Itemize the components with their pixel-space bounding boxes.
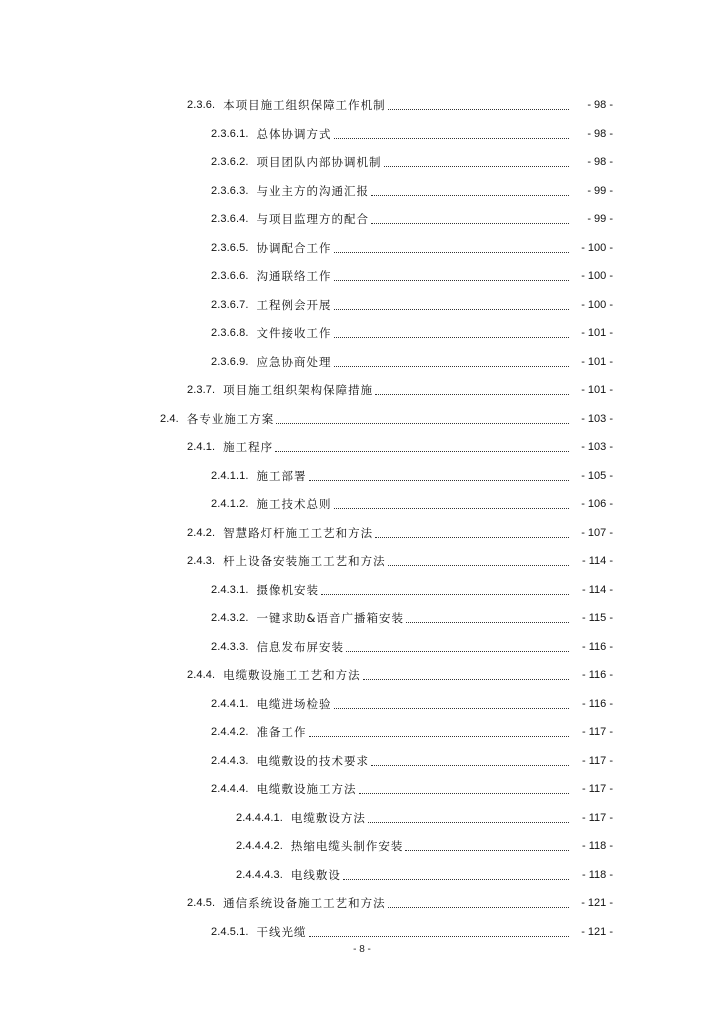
toc-entry-page: - 115 - xyxy=(582,612,613,625)
toc-entry-number: 2.4.4.4. xyxy=(211,783,249,796)
toc-entry[interactable] xyxy=(0,690,724,719)
toc-dot-leader xyxy=(309,935,570,937)
toc-dot-leader xyxy=(321,593,569,595)
toc-entry-page: - 117 - xyxy=(582,726,613,739)
toc-entry-page: - 118 - xyxy=(582,868,613,881)
toc-entry[interactable] xyxy=(0,262,724,291)
toc-entry-page: - 118 - xyxy=(582,840,613,853)
toc-entry-number: 2.4.4.4.1. xyxy=(236,811,283,824)
toc-entry-title: 电缆敷设的技术要求 xyxy=(256,753,369,768)
toc-entry-title: 与项目监理方的配合 xyxy=(256,212,369,227)
toc-entry-number: 2.4.1. xyxy=(187,441,216,454)
toc-entry[interactable] xyxy=(0,718,724,747)
toc-dot-leader xyxy=(388,906,569,908)
toc-entry-number: 2.4.3. xyxy=(187,555,216,568)
toc-entry-page: - 114 - xyxy=(582,583,613,596)
toc-entry-title: 总体协调方式 xyxy=(256,126,332,141)
toc-dot-leader xyxy=(276,422,569,424)
toc-entry[interactable] xyxy=(0,661,724,690)
toc-entry-page: - 117 - xyxy=(582,811,613,824)
toc-entry[interactable] xyxy=(0,348,724,377)
toc-entry-number: 2.4.5.1. xyxy=(211,925,249,938)
toc-entry[interactable] xyxy=(0,120,724,149)
toc-entry[interactable] xyxy=(0,832,724,861)
toc-entry[interactable] xyxy=(0,319,724,348)
toc-dot-leader xyxy=(363,678,569,680)
toc-entry-number: 2.4.5. xyxy=(187,897,216,910)
toc-entry[interactable] xyxy=(0,177,724,206)
toc-entry-number: 2.4.4. xyxy=(187,669,216,682)
toc-entry-number: 2.3.7. xyxy=(187,384,216,397)
toc-dot-leader xyxy=(388,108,569,110)
toc-entry-number: 2.3.6. xyxy=(187,99,216,112)
toc-entry-number: 2.4.3.2. xyxy=(211,612,249,625)
toc-dot-leader xyxy=(346,650,569,652)
toc-entry-title: 电缆敷设施工方法 xyxy=(256,782,357,797)
toc-entry-page: - 116 - xyxy=(582,640,613,653)
toc-entry-title: 项目团队内部协调机制 xyxy=(256,155,382,170)
toc-entry-title: 通信系统设备施工工艺和方法 xyxy=(223,896,386,911)
toc-entry-title: 应急协商处理 xyxy=(256,354,332,369)
toc-entry-number: 2.4.1.1. xyxy=(211,469,249,482)
toc-entry-page: - 103 - xyxy=(581,441,613,454)
toc-entry[interactable] xyxy=(0,433,724,462)
toc-entry-number: 2.3.6.7. xyxy=(211,298,249,311)
toc-dot-leader xyxy=(334,365,570,367)
toc-entry-title: 电缆敷设方法 xyxy=(290,810,366,825)
toc-entry[interactable] xyxy=(0,462,724,491)
toc-entry[interactable] xyxy=(0,576,724,605)
toc-entry-page: - 114 - xyxy=(582,555,613,568)
toc-entry-title: 信息发布屏安装 xyxy=(256,639,344,654)
toc-entry-number: 2.3.6.4. xyxy=(211,213,249,226)
toc-dot-leader xyxy=(405,849,569,851)
toc-entry-number: 2.4.4.4.3. xyxy=(236,868,283,881)
toc-entry-page: - 98 - xyxy=(587,127,613,140)
toc-entry-number: 2.3.6.2. xyxy=(211,156,249,169)
toc-dot-leader xyxy=(406,621,569,623)
toc-entry[interactable] xyxy=(0,519,724,548)
toc-entry-title: 一键求助&语音广播箱安装 xyxy=(256,611,404,626)
toc-entry-number: 2.4.4.2. xyxy=(211,726,249,739)
toc-entry-page: - 100 - xyxy=(581,270,613,283)
toc-entry-number: 2.3.6.1. xyxy=(211,127,249,140)
toc-entry-title: 摄像机安装 xyxy=(256,582,319,597)
toc-entry[interactable] xyxy=(0,490,724,519)
toc-entry-title: 施工技术总则 xyxy=(256,497,332,512)
toc-entry-page: - 117 - xyxy=(582,783,613,796)
toc-entry-title: 与业主方的沟通汇报 xyxy=(256,183,369,198)
toc-entry-title: 电线敷设 xyxy=(290,867,341,882)
toc-entry[interactable] xyxy=(0,633,724,662)
toc-dot-leader xyxy=(371,764,569,766)
toc-entry[interactable] xyxy=(0,889,724,918)
toc-dot-leader xyxy=(334,308,570,310)
toc-entry[interactable] xyxy=(0,775,724,804)
toc-entry-page: - 103 - xyxy=(581,412,613,425)
toc-entry-number: 2.3.6.5. xyxy=(211,241,249,254)
toc-entry-page: - 105 - xyxy=(581,469,613,482)
toc-dot-leader xyxy=(334,137,570,139)
toc-entry-number: 2.4. xyxy=(160,412,179,425)
page-number: - 8 - xyxy=(353,944,371,955)
toc-entry[interactable] xyxy=(0,91,724,120)
toc-entry-page: - 101 - xyxy=(581,327,613,340)
toc-entry-title: 文件接收工作 xyxy=(256,326,332,341)
toc-entry[interactable] xyxy=(0,291,724,320)
toc-entry-title: 施工部署 xyxy=(256,468,307,483)
toc-entry[interactable] xyxy=(0,804,724,833)
toc-entry-page: - 100 - xyxy=(581,241,613,254)
toc-dot-leader xyxy=(334,336,570,338)
toc-entry[interactable] xyxy=(0,861,724,890)
toc-dot-leader xyxy=(309,479,570,481)
toc-dot-leader xyxy=(375,393,569,395)
toc-entry[interactable] xyxy=(0,376,724,405)
toc-entry-number: 2.4.4.4.2. xyxy=(236,840,283,853)
toc-entry-number: 2.3.6.9. xyxy=(211,355,249,368)
toc-dot-leader xyxy=(334,507,570,509)
toc-entry-title: 各专业施工方案 xyxy=(186,411,275,426)
toc-entry[interactable] xyxy=(0,747,724,776)
toc-entry-page: - 99 - xyxy=(587,184,613,197)
toc-dot-leader xyxy=(375,536,569,538)
toc-entry-title: 干线光缆 xyxy=(256,924,307,939)
toc-dot-leader xyxy=(368,821,569,823)
toc-entry-title: 电缆敷设施工工艺和方法 xyxy=(223,668,361,683)
toc-entry-title: 热缩电缆头制作安装 xyxy=(290,839,404,854)
toc-entry[interactable] xyxy=(0,918,724,947)
toc-entry[interactable] xyxy=(0,148,724,177)
toc-dot-leader xyxy=(334,707,570,709)
toc-entry-number: 2.3.6.8. xyxy=(211,327,249,340)
toc-entry-number: 2.4.1.2. xyxy=(211,498,249,511)
toc-dot-leader xyxy=(359,792,570,794)
toc-entry-page: - 98 - xyxy=(587,156,613,169)
toc-entry-title: 工程例会开展 xyxy=(256,297,332,312)
toc-entry-number: 2.3.6.6. xyxy=(211,270,249,283)
toc-entry-page: - 101 - xyxy=(581,355,613,368)
toc-entry-page: - 121 - xyxy=(581,925,613,938)
toc-entry[interactable] xyxy=(0,234,724,263)
toc-entry-title: 准备工作 xyxy=(256,725,307,740)
toc-entry-page: - 106 - xyxy=(581,498,613,511)
toc-entry-page: - 99 - xyxy=(587,213,613,226)
toc-entry[interactable] xyxy=(0,405,724,434)
toc-entry-page: - 121 - xyxy=(581,897,613,910)
toc-entry-title: 施工程序 xyxy=(223,440,274,455)
toc-entry-number: 2.4.2. xyxy=(187,526,216,539)
toc-dot-leader xyxy=(371,222,569,224)
toc-dot-leader xyxy=(275,450,569,452)
toc-entry-number: 2.4.3.1. xyxy=(211,583,249,596)
toc-entry-page: - 101 - xyxy=(581,384,613,397)
toc-entry[interactable] xyxy=(0,604,724,633)
toc-entry-number: 2.3.6.3. xyxy=(211,184,249,197)
toc-dot-leader xyxy=(388,564,569,566)
toc-entry-number: 2.4.4.3. xyxy=(211,754,249,767)
toc-entry[interactable] xyxy=(0,547,724,576)
toc-entry-title: 项目施工组织架构保障措施 xyxy=(223,383,374,398)
toc-entry-title: 沟通联络工作 xyxy=(256,269,332,284)
toc-entry-number: 2.4.3.3. xyxy=(211,640,249,653)
toc-entry-title: 本项目施工组织保障工作机制 xyxy=(223,98,386,113)
toc-dot-leader xyxy=(309,735,570,737)
toc-entry-number: 2.4.4.1. xyxy=(211,697,249,710)
toc-entry-page: - 107 - xyxy=(581,526,613,539)
toc-entry-page: - 100 - xyxy=(581,298,613,311)
toc-dot-leader xyxy=(371,194,569,196)
toc-entry-title: 智慧路灯杆施工工艺和方法 xyxy=(223,525,374,540)
toc-entry-page: - 116 - xyxy=(582,697,613,710)
toc-dot-leader xyxy=(334,251,570,253)
toc-entry-title: 电缆进场检验 xyxy=(256,696,332,711)
toc-dot-leader xyxy=(343,878,569,880)
toc-dot-leader xyxy=(334,279,570,281)
toc-entry-page: - 117 - xyxy=(582,754,613,767)
toc-entry-page: - 116 - xyxy=(582,669,613,682)
toc-entry-title: 杆上设备安装施工工艺和方法 xyxy=(223,554,386,569)
table-of-contents xyxy=(0,91,724,946)
toc-entry-title: 协调配合工作 xyxy=(256,240,332,255)
toc-entry[interactable] xyxy=(0,205,724,234)
toc-dot-leader xyxy=(384,165,570,167)
toc-entry-page: - 98 - xyxy=(587,99,613,112)
